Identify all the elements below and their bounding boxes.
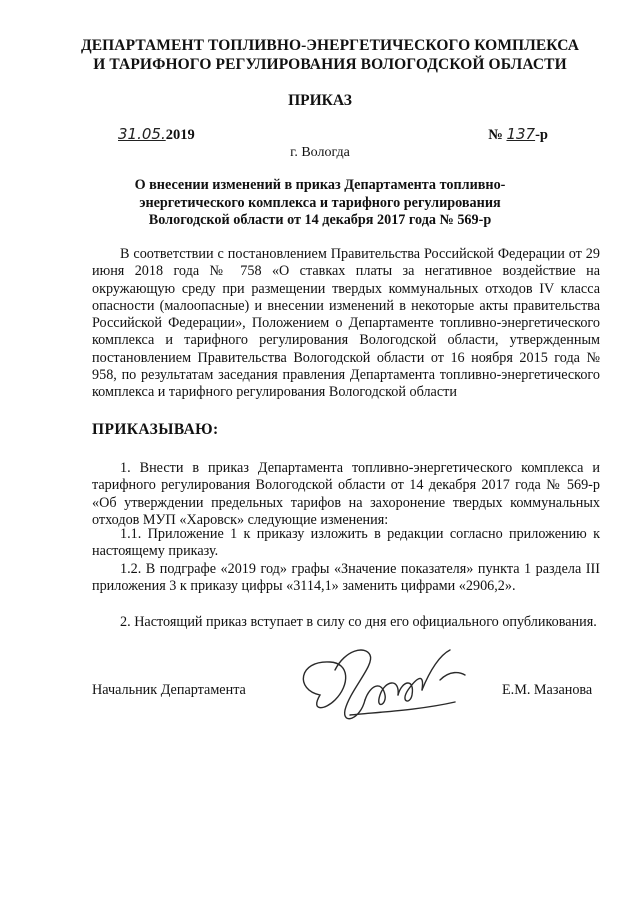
signatory-position: Начальник Департамента [92,682,246,698]
city-line: г. Вологда [290,145,350,160]
handwritten-date: 31.05. [118,125,166,143]
order-item-2: 2. Настоящий приказ вступает в силу со дня его официального опубликования. [120,614,597,630]
order-item-1: 1. Внести в приказ Департамента топливно-энергетического комплекса и тарифного регулирования Вологодской области от 14 декабря 2017 года № 569-р «Об утверждении предельных тарифов на захоронение твердых коммунальных отходов МУП «Харовск» следующие изменения: [92,460,600,528]
header-line-2: И ТАРИФНОГО РЕГУЛИРОВАНИЯ ВОЛОГОДСКОЙ ОБЛАСТИ [93,56,567,73]
document-number [488,125,548,144]
number-sign: № [488,127,503,143]
order-word: ПРИКАЗЫВАЮ: [92,421,219,438]
preamble-paragraph: В соответствии с постановлением Правительства Российской Федерации от 29 июня 2018 года № 758 «О ставках платы за негативное воздействие на окружающую среду при размещении твердых коммунальных отходов IV класса опасности (малоопасные) и внесении изменений в некоторые акты правительства Российской Федерации», Положением о Департаменте топливно-энергетического комплекса и тарифного регулирования Вологодской области, утвержденным постановлением Правительства Вологодской области от 16 ноября 2015 года № 958, по результатам заседания правления Департамента топливно-энергетического комплекса и тарифного регулирования Вологодской области [92,246,600,401]
document-date [118,125,195,144]
number-suffix: -р [535,127,548,143]
handwritten-number: 137 [506,125,536,143]
document-type: ПРИКАЗ [288,92,352,109]
signatory-name: Е.М. Мазанова [502,682,593,698]
date-year: 2019 [165,127,195,143]
handwritten-signature [290,640,470,735]
header-line-1: ДЕПАРТАМЕНТ ТОПЛИВНО-ЭНЕРГЕТИЧЕСКОГО КОМПЛЕКСА [80,37,580,54]
order-item-1-2: 1.2. В подграфе «2019 год» графы «Значение показателя» пункта 1 раздела III приложения 3 к приказу цифры «3114,1» заменить цифрами «2906,2». [92,561,600,595]
order-item-1-1: 1.1. Приложение 1 к приказу изложить в редакции согласно приложению к настоящему приказу. [92,526,600,560]
department-header [60,36,600,74]
document-title: О внесении изменений в приказ Департамента топливно-энергетического комплекса и тарифного регулирования Вологодской области от 14 декабря 2017 года № 569-р [134,177,506,228]
